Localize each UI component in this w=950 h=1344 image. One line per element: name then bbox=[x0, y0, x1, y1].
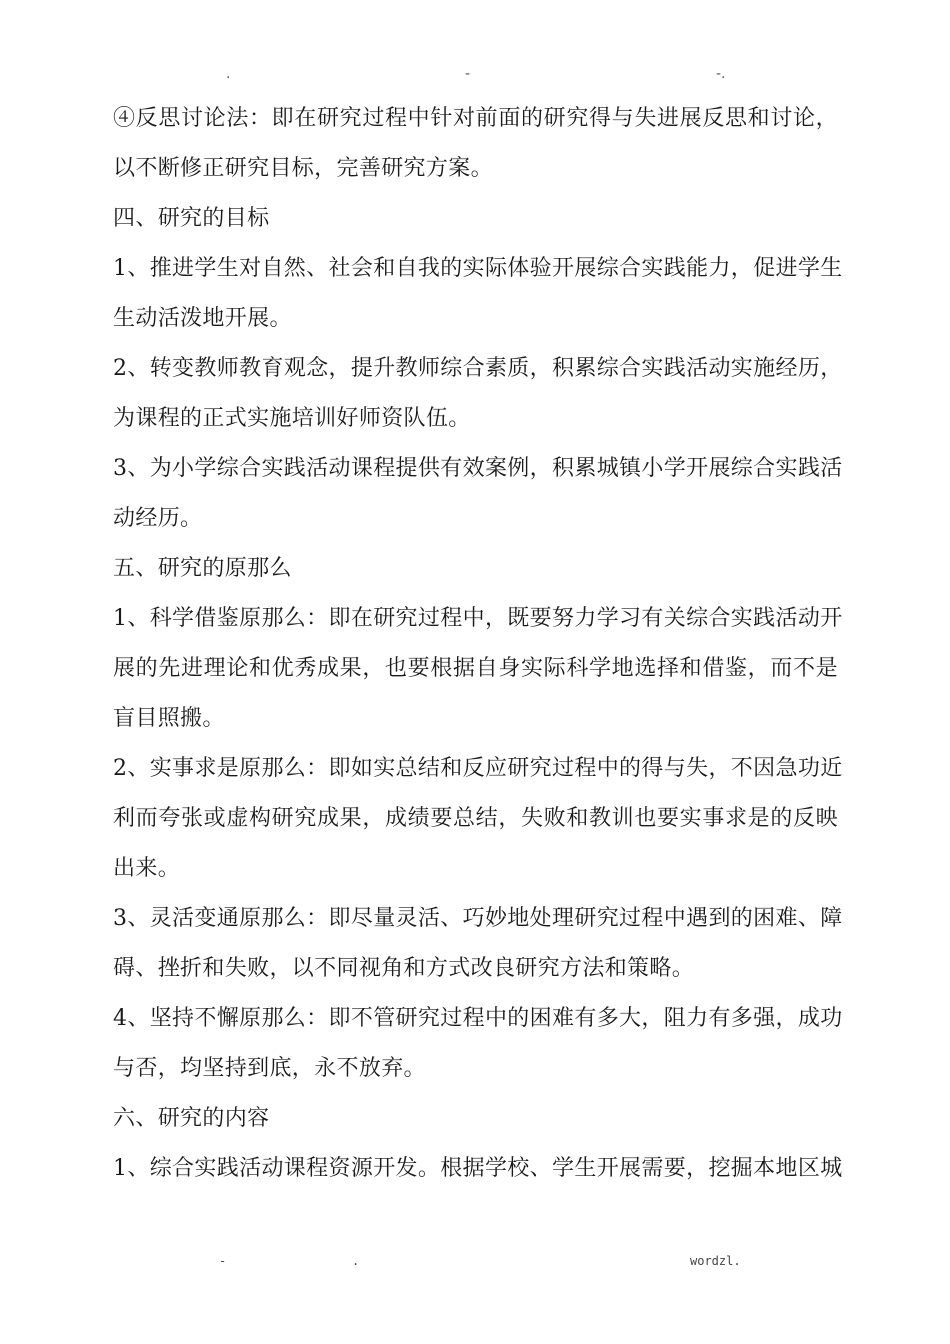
document-body bbox=[113, 106, 843, 1206]
paragraph-line: 2、实事求是原那么：即如实总结和反应研究过程中的得与失，不因急功近 bbox=[113, 756, 843, 781]
paragraph-line: 1、推进学生对自然、社会和自我的实际体验开展综合实践能力，促进学生 bbox=[113, 256, 843, 281]
paragraph-line: 1、综合实践活动课程资源开发。根据学校、学生开展需要，挖掘本地区城 bbox=[113, 1156, 843, 1181]
paragraph-line: 动经历。 bbox=[113, 506, 203, 531]
paragraph-line: 碍、挫折和失败，以不同视角和方式改良研究方法和策略。 bbox=[113, 956, 695, 981]
header-mark-left: . bbox=[226, 66, 231, 82]
section-heading: 六、研究的内容 bbox=[113, 1106, 270, 1131]
footer-mark-left: - bbox=[219, 1254, 227, 1268]
paragraph-line: 2、转变教师教育观念，提升教师综合素质，积累综合实践活动实施经历， bbox=[113, 356, 843, 381]
header-mark-right: -. bbox=[716, 66, 726, 82]
footer-mark-center: . bbox=[352, 1254, 360, 1268]
paragraph-line: ④反思讨论法：即在研究过程中针对前面的研究得与失进展反思和讨论， bbox=[113, 106, 838, 131]
header-mark-center: - bbox=[465, 66, 471, 82]
paragraph-line: 4、坚持不懈原那么：即不管研究过程中的困难有多大，阻力有多强，成功 bbox=[113, 1006, 843, 1031]
paragraph-line: 与否，均坚持到底，永不放弃。 bbox=[113, 1056, 426, 1081]
paragraph-line: 3、为小学综合实践活动课程提供有效案例，积累城镇小学开展综合实践活 bbox=[113, 456, 843, 481]
paragraph-line: 盲目照搬。 bbox=[113, 706, 225, 731]
paragraph-line: 以不断修正研究目标，完善研究方案。 bbox=[113, 156, 493, 181]
paragraph-line: 展的先进理论和优秀成果，也要根据自身实际科学地选择和借鉴，而不是 bbox=[113, 656, 838, 681]
footer-watermark: wordzl. bbox=[690, 1254, 741, 1268]
paragraph-line: 出来。 bbox=[113, 856, 181, 881]
paragraph-line: 为课程的正式实施培训好师资队伍。 bbox=[113, 406, 471, 431]
section-heading: 五、研究的原那么 bbox=[113, 556, 292, 581]
paragraph-line: 生动活泼地开展。 bbox=[113, 306, 292, 331]
paragraph-line: 3、灵活变通原那么：即尽量灵活、巧妙地处理研究过程中遇到的困难、障 bbox=[113, 906, 843, 931]
section-heading: 四、研究的目标 bbox=[113, 206, 270, 231]
paragraph-line: 1、科学借鉴原那么：即在研究过程中，既要努力学习有关综合实践活动开 bbox=[113, 606, 843, 631]
paragraph-line: 利而夸张或虚构研究成果，成绩要总结，失败和教训也要实事求是的反映 bbox=[113, 806, 838, 831]
